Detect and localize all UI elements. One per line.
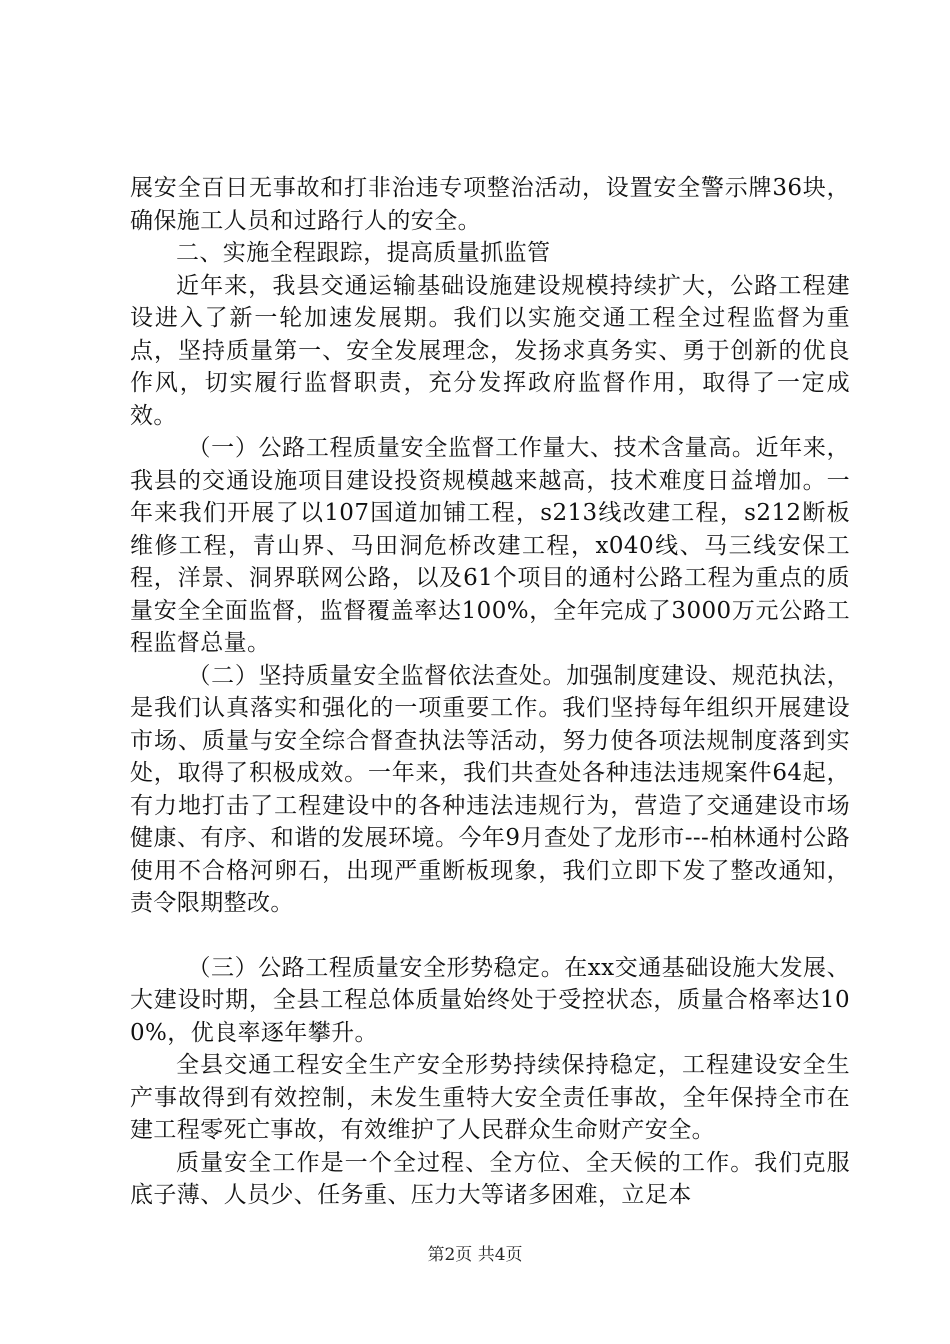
document-body bbox=[130, 172, 850, 1212]
paragraph-item-2: （二）坚持质量安全监督依法查处。加强制度建设、规范执法，是我们认真落实和强化的一项重要工作。我们坚持每年组织开展建设市场、质量与安全综合督查执法等活动，努力使各项法规制度落到实处，取得了积极成效。一年来，我们共查处各种违法违规案件64起，有力地打击了工程建设中的各种违法违规行为，营造了交通建设市场健康、有序、和谐的发展环境。今年9月查处了龙形市---柏林通村公路使用不合格河卵石，出现严重断板现象，我们立即下发了整改通知，责令限期整改。 bbox=[130, 662, 850, 916]
paragraph-intro: 近年来，我县交通运输基础设施建设规模持续扩大，公路工程建设进入了新一轮加速发展期。我们以实施交通工程全过程监督为重点，坚持质量第一、安全发展理念，发扬求真务实、勇于创新的优良作风，切实履行监督职责，充分发挥政府监督作用，取得了一定成效。 bbox=[130, 272, 850, 429]
page-number-footer: 第2页 共4页 bbox=[427, 1245, 523, 1265]
section-heading: 二、实施全程跟踪，提高质量抓监管 bbox=[176, 240, 551, 266]
paragraph-continuation: 展安全百日无事故和打非治违专项整治活动，设置安全警示牌36块，确保施工人员和过路行人的安全。 bbox=[130, 175, 850, 234]
paragraph-work: 质量安全工作是一个全过程、全方位、全天候的工作。我们克服底子薄、人员少、任务重、压力大等诸多困难，立足本 bbox=[130, 1149, 850, 1208]
paragraph-item-3: （三）公路工程质量安全形势稳定。在xx交通基础设施大发展、大建设时期，全县工程总体质量始终处于受控状态，质量合格率达100%，优良率逐年攀升。 bbox=[130, 954, 850, 1046]
paragraph-gap bbox=[130, 920, 850, 952]
paragraph-safety: 全县交通工程安全生产安全形势持续保持稳定，工程建设安全生产事故得到有效控制，未发生重特大安全责任事故，全年保持全市在建工程零死亡事故，有效维护了人民群众生命财产安全。 bbox=[130, 1052, 850, 1143]
paragraph-item-1: （一）公路工程质量安全监督工作量大、技术含量高。近年来，我县的交通设施项目建设投资规模越来越高，技术难度日益增加。一年来我们开展了以107国道加铺工程，s213线改建工程，s212断板维修工程，青山界、马田洞危桥改建工程，x040线、马三线安保工程，洋景、洞界联网公路，以及61个项目的通村公路工程为重点的质量安全全面监督，监督覆盖率达100%，全年完成了3000万元公路工程监督总量。 bbox=[130, 435, 850, 656]
